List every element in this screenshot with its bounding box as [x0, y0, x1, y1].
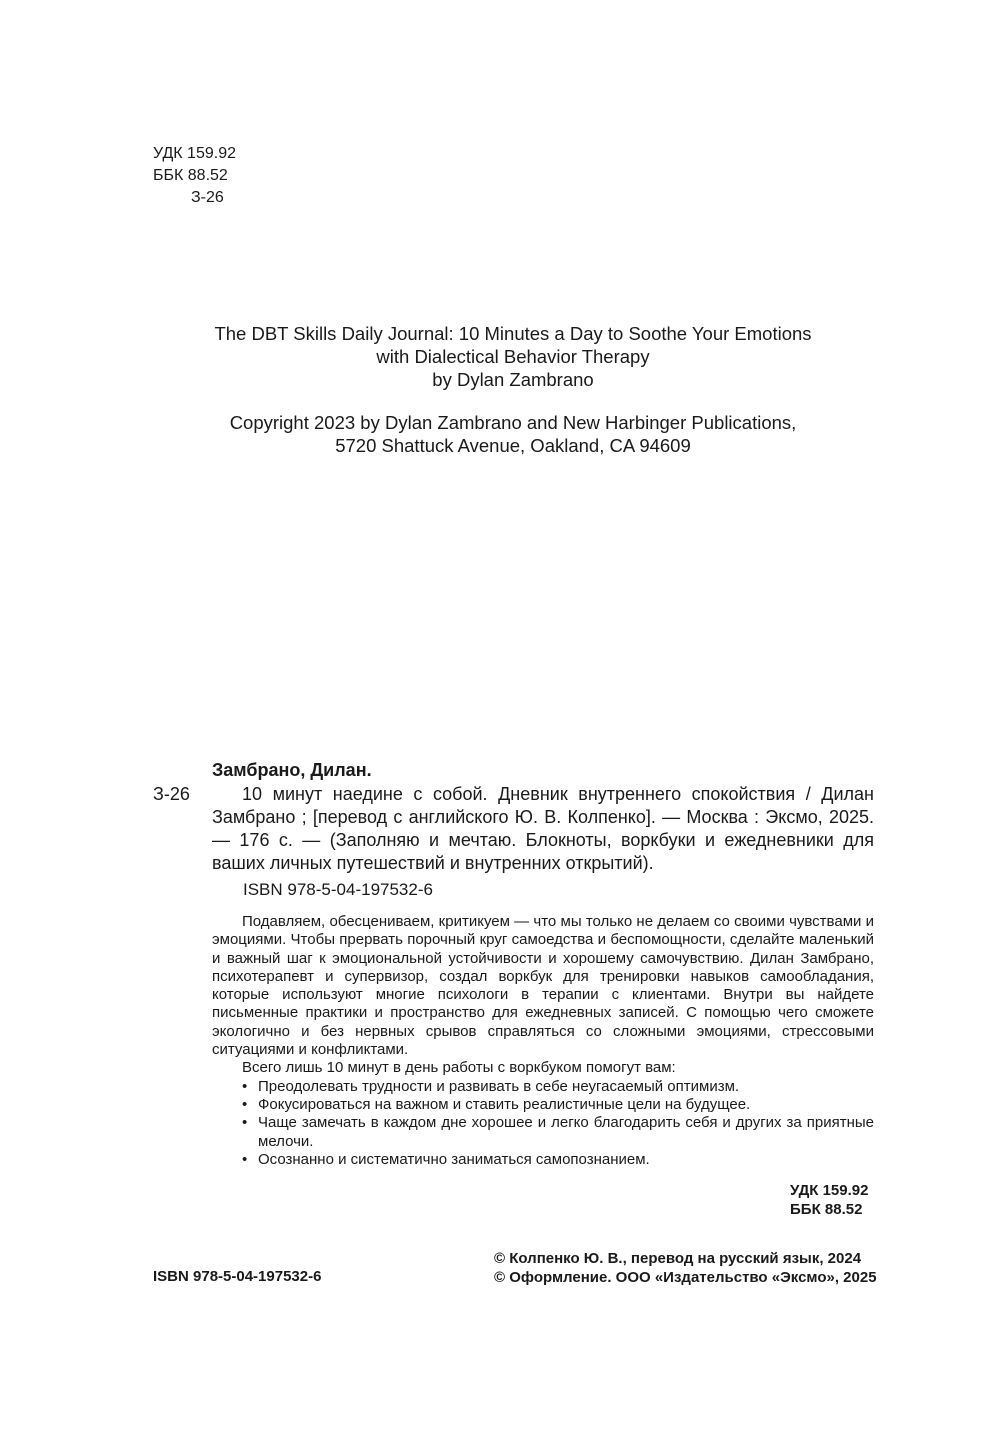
list-item: • Фокусироваться на важном и ставить реалистичные цели на будущее. [212, 1096, 874, 1114]
original-author-line: by Dylan Zambrano [432, 369, 594, 390]
original-copyright-line: Copyright 2023 by Dylan Zambrano and New Harbinger Publications, [229, 412, 797, 433]
original-title-line: with Dialectical Behavior Therapy [376, 346, 650, 367]
copyright-translation: © Колпенко Ю. В., перевод на русский язык, 2024 [494, 1250, 862, 1267]
original-title-line: The DBT Skills Daily Journal: 10 Minutes a Day to Soothe Your Emotions [214, 323, 812, 344]
original-copyright-line: 5720 Shattuck Avenue, Oakland, CA 94609 [335, 435, 691, 456]
udk-code: УДК 159.92 [790, 1182, 869, 1199]
list-item: • Чаще замечать в каждом дне хорошее и легко благодарить себя и других за приятные мелочи. [212, 1114, 874, 1151]
catalog-author-mark: З-26 [153, 784, 190, 804]
classification-codes-bottom [790, 1182, 868, 1219]
isbn-bottom: ISBN 978-5-04-197532-6 [153, 1268, 322, 1285]
list-item: • Преодолевать трудности и развивать в себе неугасаемый оптимизм. [212, 1078, 874, 1096]
author-heading: Замбрано, Дилан. [212, 760, 372, 780]
benefits-list [212, 1078, 874, 1169]
bbk-code: ББК 88.52 [790, 1200, 863, 1218]
original-copyright-block [0, 411, 986, 457]
list-item: • Осознанно и систематично заниматься самопознанием. [212, 1151, 874, 1169]
classification-codes-top [153, 143, 236, 209]
annotation [212, 913, 874, 1169]
bibliographic-description [212, 783, 874, 875]
bbk-code: ББК 88.52 [153, 167, 228, 184]
isbn-catalog: ISBN 978-5-04-197532-6 [243, 880, 433, 899]
bibliographic-text: 10 минут наедине с собой. Дневник внутреннего спокойствия / Дилан Замбрано ; [перевод с английского Ю. В. Колпенко]. — Москва : Эксмо, 2025. — 176 с. — (Заполняю и мечтаю. Блокноты, воркбуки и ежедневники для ваших личных путешествий и внутренних открытий). [212, 784, 874, 873]
benefits-intro: Всего лишь 10 минут в день работы с воркбуком помогут вам: [242, 1059, 676, 1077]
author-mark: З-26 [191, 189, 224, 206]
copyright-notices [494, 1250, 877, 1287]
annotation-paragraph: Подавляем, обесцениваем, критикуем — что мы только не делаем со своими чувствами и эмоциями. Чтобы прервать порочный круг самоедства и беспомощности, сделайте маленький и важный шаг к эмоциональной устойчивости и хорошему самочувствию. Дилан Замбрано, психотерапевт и супервизор, создал воркбук для тренировки навыков самообладания, которые используют многие психологи в терапии с клиентами. Внутри вы найдете письменные практики и пространство для ежедневных записей. С помощью чего сможете экологично и без нервных срывов справляться со сложными эмоциями, стрессовыми ситуациями и конфликтами. [212, 913, 874, 1059]
original-title-block [0, 322, 986, 391]
copyright-design: © Оформление. ООО «Издательство «Эксмо», 2025 [494, 1268, 877, 1286]
udk-code: УДК 159.92 [153, 145, 236, 162]
